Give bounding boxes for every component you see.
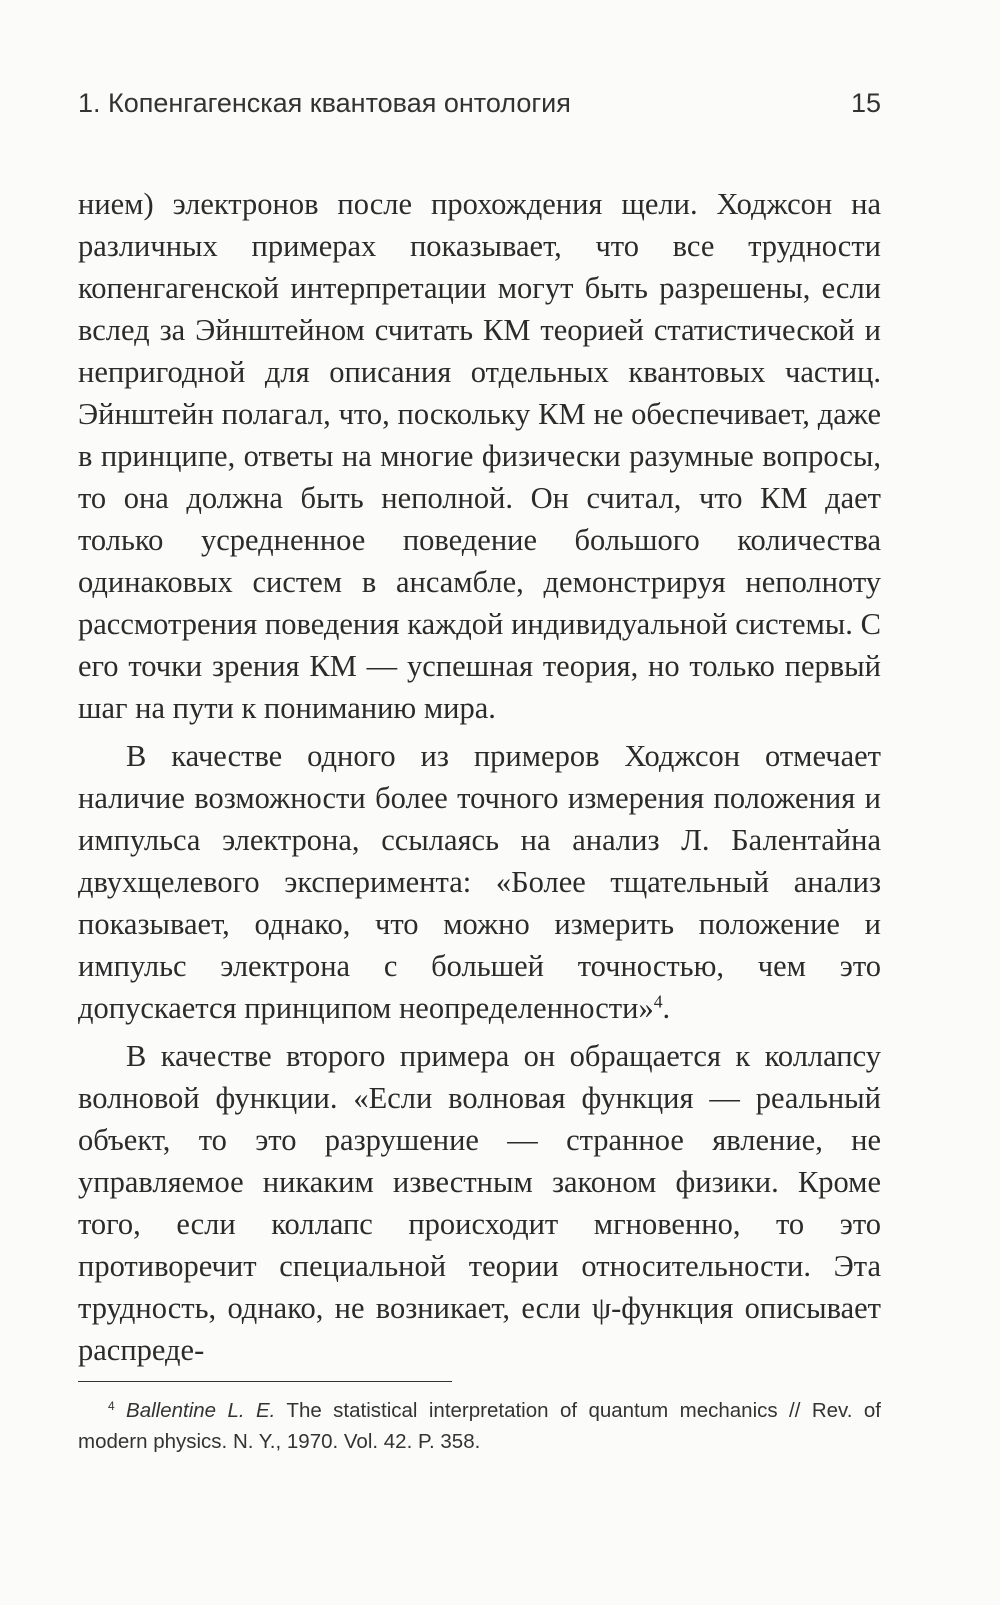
- footnote-divider: [78, 1381, 452, 1382]
- main-text: [78, 183, 881, 1377]
- chapter-title: 1. Копенгагенская квантовая онтология: [78, 88, 571, 118]
- paragraph-text: нием) электронов после прохождения щели. Ходжсон на различных примерах показывает, что все трудности копенгагенской интерпретации могут быть разрешены, если вслед за Эйнштейном считать КМ теорией статистической и непригодной для описания отдельных квантовых частиц. Эйнштейн полагал, что, поскольку КМ не обеспечивает, даже в принципе, ответы на многие физически разумные вопросы, то она должна быть неполной. Он считал, что КМ дает только усредненное поведение большого количества одинаковых систем в ансамбле, демонстрируя неполноту рассмотрения поведения каждой индивидуальной системы. С его точки зрения КМ — успешная теория, но только первый шаг на пути к пониманию мира.: [78, 187, 881, 725]
- paragraph-text: В качестве второго примера он обращается к коллапсу волновой функции. «Если волновая функция — реальный объект, то это разрушение — странное явление, не управляемое никаким известным законом физики. Кроме того, если коллапс происходит мгновенно, то это противоречит специальной теории относительности. Эта трудность, однако, не возникает, если ψ-функция описывает распреде-: [78, 1039, 881, 1367]
- footnote-number: 4: [108, 1398, 115, 1413]
- paragraph-1: [78, 183, 881, 729]
- footnote: [78, 1395, 881, 1457]
- paragraph-text: В качестве одного из примеров Ходжсон отмечает наличие возможности более точного измерения положения и импульса электрона, ссылаясь на анализ Л. Балентайна двухщелевого эксперимента: «Более тщательный анализ показывает, однако, что можно измерить положение и импульс электрона с большей точностью, чем это допускается принципом неопределенности»: [78, 739, 881, 1025]
- footnote-author: Ballentine L. E.: [126, 1399, 276, 1422]
- paragraph-3: [78, 1035, 881, 1371]
- footnote-text: The statistical interpretation of quantum mechanics // Rev. of modern physics. N. Y., 1970. Vol. 42. P. 358.: [78, 1399, 881, 1453]
- running-header: [78, 88, 881, 128]
- footnote-reference[interactable]: 4: [653, 991, 663, 1012]
- page-number: 15: [850, 88, 881, 118]
- paragraph-2: [78, 735, 881, 1029]
- paragraph-tail: .: [662, 991, 671, 1025]
